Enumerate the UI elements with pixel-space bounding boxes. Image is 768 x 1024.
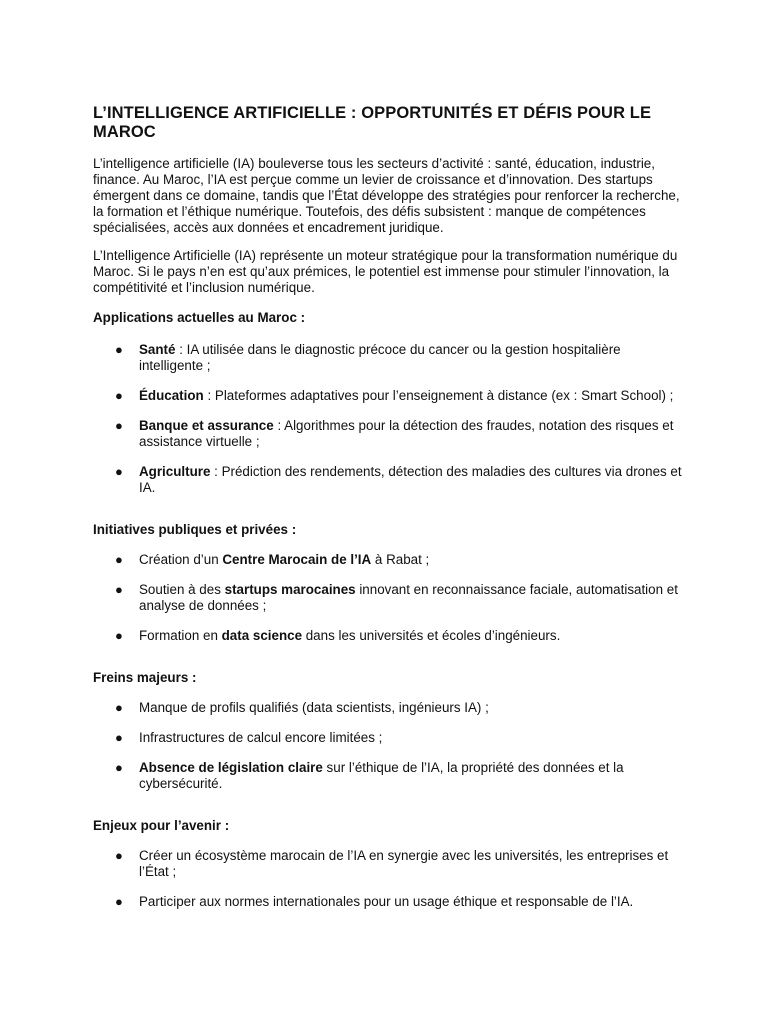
item-text-before: Formation en (139, 628, 222, 643)
list-item (93, 464, 683, 496)
bullet-icon: ● (115, 628, 123, 643)
list-item (93, 894, 683, 910)
section-heading: Enjeux pour l’avenir : (93, 818, 230, 833)
bullet-icon: ● (115, 582, 123, 597)
bullet-list (93, 342, 683, 496)
list-item (93, 730, 683, 746)
item-text-bold: Centre Marocain de l’IA (222, 552, 372, 567)
item-text-bold: Santé (139, 342, 176, 357)
item-text-after: sur l’éthique de l’IA, la propriété des données et la cybersécurité. (139, 760, 624, 791)
list-item (93, 552, 683, 568)
item-text-after: : Prédiction des rendements, détection des maladies des cultures via drones et IA. (139, 464, 682, 495)
bullet-icon: ● (115, 700, 123, 715)
section-applications (93, 310, 683, 496)
intro-paragraph-2: L’Intelligence Artificielle (IA) représente un moteur stratégique pour la transformation numérique du Maroc. Si le pays n’en est qu’aux prémices, le potentiel est immense pour stimuler l’innovation, la compétitivité et l’inclusion numérique. (93, 248, 678, 295)
bullet-icon: ● (115, 342, 123, 357)
section-heading: Initiatives publiques et privées : (93, 522, 297, 537)
section-heading: Freins majeurs : (93, 670, 197, 685)
intro-paragraph-1: L’intelligence artificielle (IA) bouleverse tous les secteurs d’activité : santé, éducation, industrie, finance. Au Maroc, l’IA est perçue comme un levier de croissance et d’innovation. Des startups émergent dans ce domaine, tandis que l’État développe des stratégies pour renforcer la recherche, la formation et l’éthique numérique. Toutefois, des défis subsistent : manque de compétences spécialisées, accès aux données et encadrement juridique. (93, 156, 680, 235)
item-text-bold: startups marocaines (224, 582, 356, 597)
item-text-after: à Rabat ; (371, 552, 430, 567)
item-text-before: Participer aux normes internationales pour un usage éthique et responsable de l’IA. (139, 894, 634, 909)
item-text-before: Infrastructures de calcul encore limitées ; (139, 730, 383, 745)
list-item (93, 628, 683, 644)
document-title: L’INTELLIGENCE ARTIFICIELLE : OPPORTUNITÉS ET DÉFIS POUR LE MAROC (93, 104, 652, 141)
item-text-after: : IA utilisée dans le diagnostic précoce du cancer ou la gestion hospitalière intelligente ; (139, 342, 621, 373)
item-text-bold: Éducation (139, 388, 204, 403)
item-text-after: : Plateformes adaptatives pour l’enseignement à distance (ex : Smart School) ; (203, 388, 674, 403)
document-page (93, 104, 683, 924)
list-item (93, 760, 683, 792)
bullet-icon: ● (115, 388, 123, 403)
bullet-icon: ● (115, 418, 123, 433)
item-text-before: Créer un écosystème marocain de l’IA en synergie avec les universités, les entreprises et l’État ; (139, 848, 669, 879)
bullet-icon: ● (115, 848, 123, 863)
bullet-list (93, 848, 683, 910)
item-text-after: innovant en reconnaissance faciale, automatisation et analyse de données ; (139, 582, 678, 613)
item-text-after: : Algorithmes pour la détection des fraudes, notation des risques et assistance virtuelle ; (139, 418, 674, 449)
item-text-bold: Agriculture (139, 464, 211, 479)
item-text-before: Manque de profils qualifiés (data scientists, ingénieurs IA) ; (139, 700, 489, 715)
section-initiatives (93, 522, 683, 644)
bullet-icon: ● (115, 894, 123, 909)
item-text-before: Soutien à des (139, 582, 225, 597)
item-text-before: Création d’un (139, 552, 223, 567)
list-item (93, 342, 683, 374)
list-item (93, 418, 683, 450)
list-item (93, 848, 683, 880)
section-heading: Applications actuelles au Maroc : (93, 310, 306, 325)
item-text-bold: Absence de législation claire (139, 760, 323, 775)
bullet-icon: ● (115, 760, 123, 775)
item-text-bold: Banque et assurance (139, 418, 274, 433)
list-item (93, 388, 683, 404)
bullet-icon: ● (115, 730, 123, 745)
bullet-icon: ● (115, 552, 123, 567)
section-enjeux (93, 818, 683, 910)
bullet-list (93, 700, 683, 792)
bullet-icon: ● (115, 464, 123, 479)
section-freins (93, 670, 683, 792)
bullet-list (93, 552, 683, 644)
list-item (93, 700, 683, 716)
item-text-after: dans les universités et écoles d’ingénieurs. (302, 628, 561, 643)
item-text-bold: data science (221, 628, 303, 643)
list-item (93, 582, 683, 614)
